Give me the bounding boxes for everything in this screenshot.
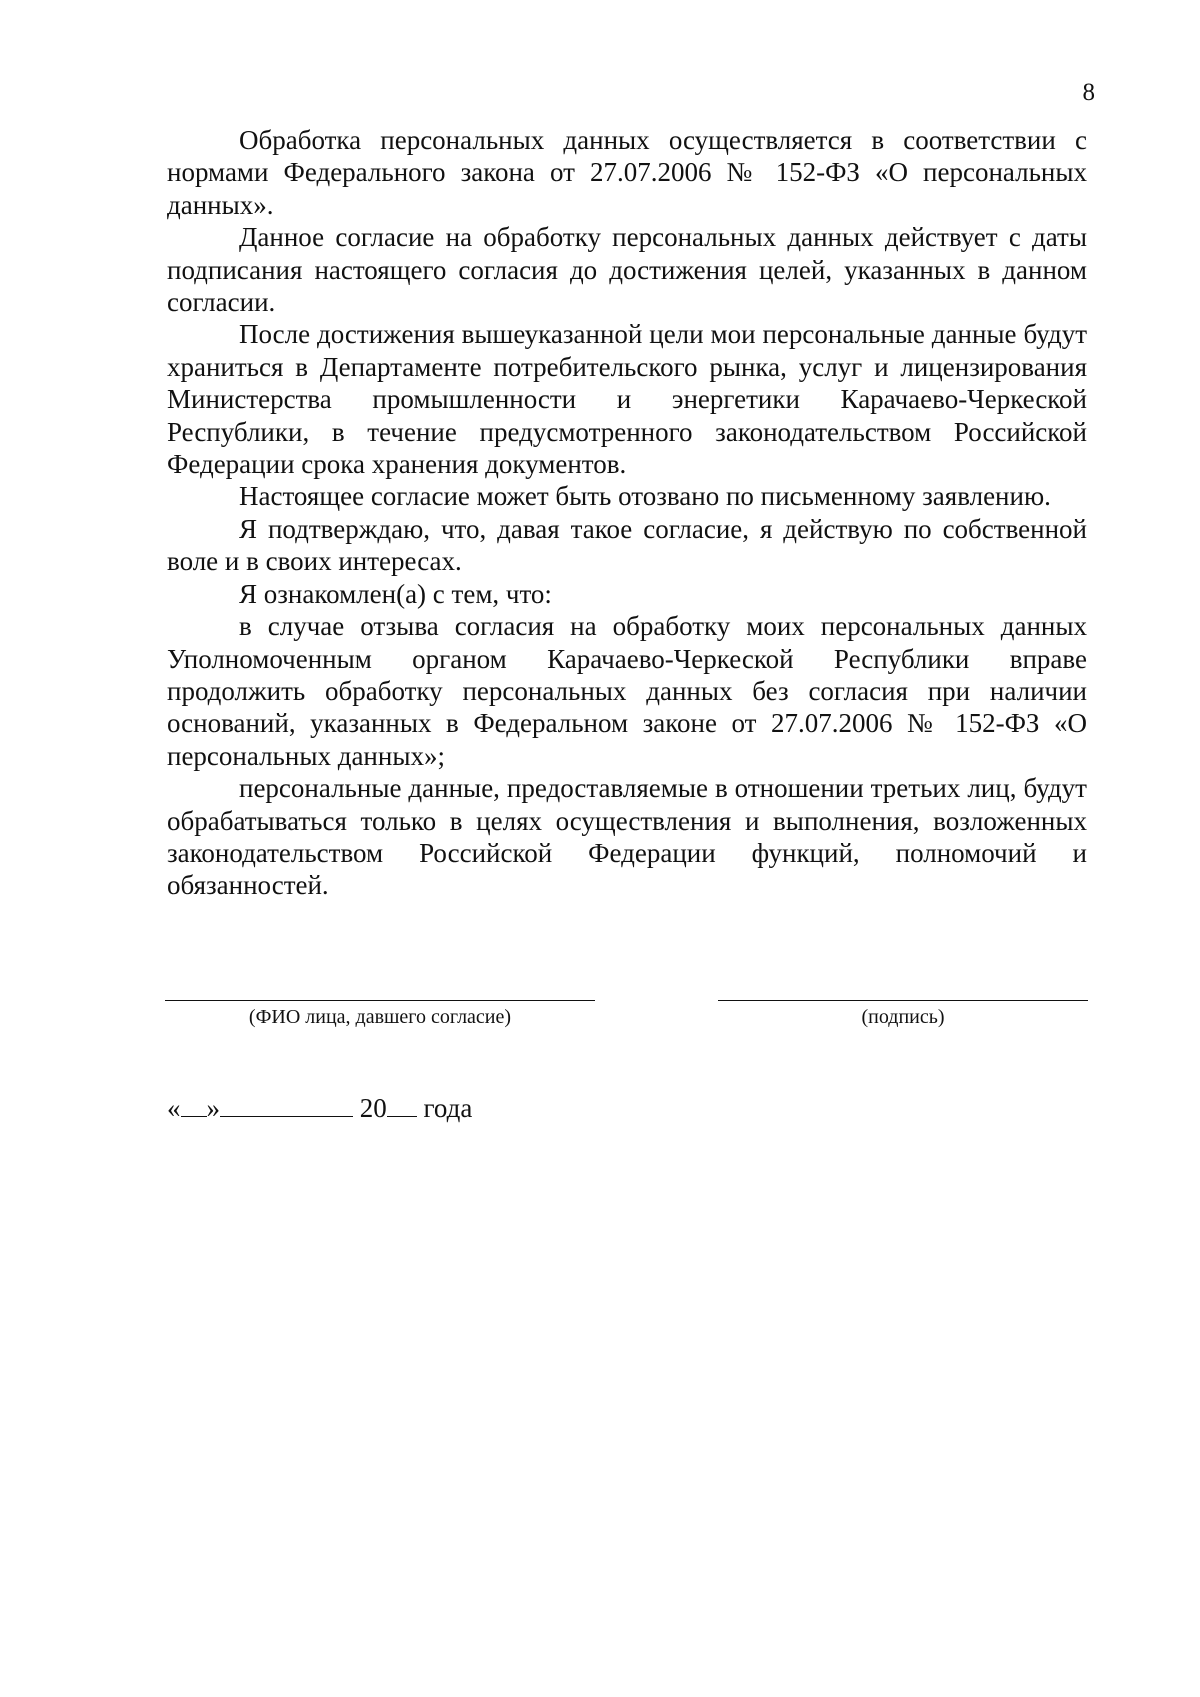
date-open-quote: « (167, 1093, 181, 1123)
paragraph-third-parties: персональные данные, предоставляемые в отношении третьих лиц, будут обрабатываться только в целях осуществления и выполнения, возложенных законодательством Российской Федерации функций, полномочий и обязанностей. (167, 773, 1087, 901)
paragraph-revocation-consequences: в случае отзыва согласия на обработку моих персональных данных Уполномоченным органом Карачаево-Черкеской Республики вправе продолжить обработку персональных данных без согласия при наличии оснований, указанных в Федеральном законе от 27.07.2006 № 152-ФЗ «О персональных данных»; (167, 611, 1087, 771)
paragraph-legal-basis: Обработка персональных данных осуществляется в соответствии с нормами Федерального закона от 27.07.2006 № 152-ФЗ «О персональных данных». (167, 125, 1087, 220)
paragraph-acknowledgement: Я ознакомлен(а) с тем, что: (239, 578, 552, 609)
year-blank (387, 1092, 417, 1117)
consent-body (167, 124, 1087, 902)
month-blank (220, 1092, 353, 1117)
paragraph-revocation: Настоящее согласие может быть отозвано по письменному заявлению. (239, 481, 1051, 512)
paragraph-storage: После достижения вышеуказанной цели мои персональные данные будут храниться в Департаменте потребительского рынка, услуг и лицензирования Министерства промышленности и энергетики Карачаево-Черкеской Республики, в течение предусмотренного законодательством Российской Федерации срока хранения документов. (167, 319, 1087, 480)
name-caption: (ФИО лица, давшего согласие) (248, 1006, 512, 1028)
year-suffix: года (423, 1093, 473, 1123)
year-prefix: 20 (359, 1093, 387, 1123)
name-blank-line (165, 1000, 595, 1001)
paragraph-validity: Данное согласие на обработку персональных данных действует с даты подписания настоящего согласия до достижения целей, указанных в данном согласии. (167, 222, 1087, 318)
date-close-quote: » (206, 1093, 220, 1123)
paragraph-confirmation: Я подтверждаю, что, давая такое согласие, я действую по собственной воле и в своих интересах. (167, 513, 1087, 577)
signature-blank-line (718, 1000, 1088, 1001)
day-blank (181, 1092, 207, 1117)
signature-field (718, 1000, 1088, 1040)
page-number: 8 (1082, 79, 1095, 106)
signature-caption: (подпись) (861, 1006, 945, 1028)
date-line (167, 1092, 472, 1124)
name-signature-field (165, 1000, 595, 1040)
